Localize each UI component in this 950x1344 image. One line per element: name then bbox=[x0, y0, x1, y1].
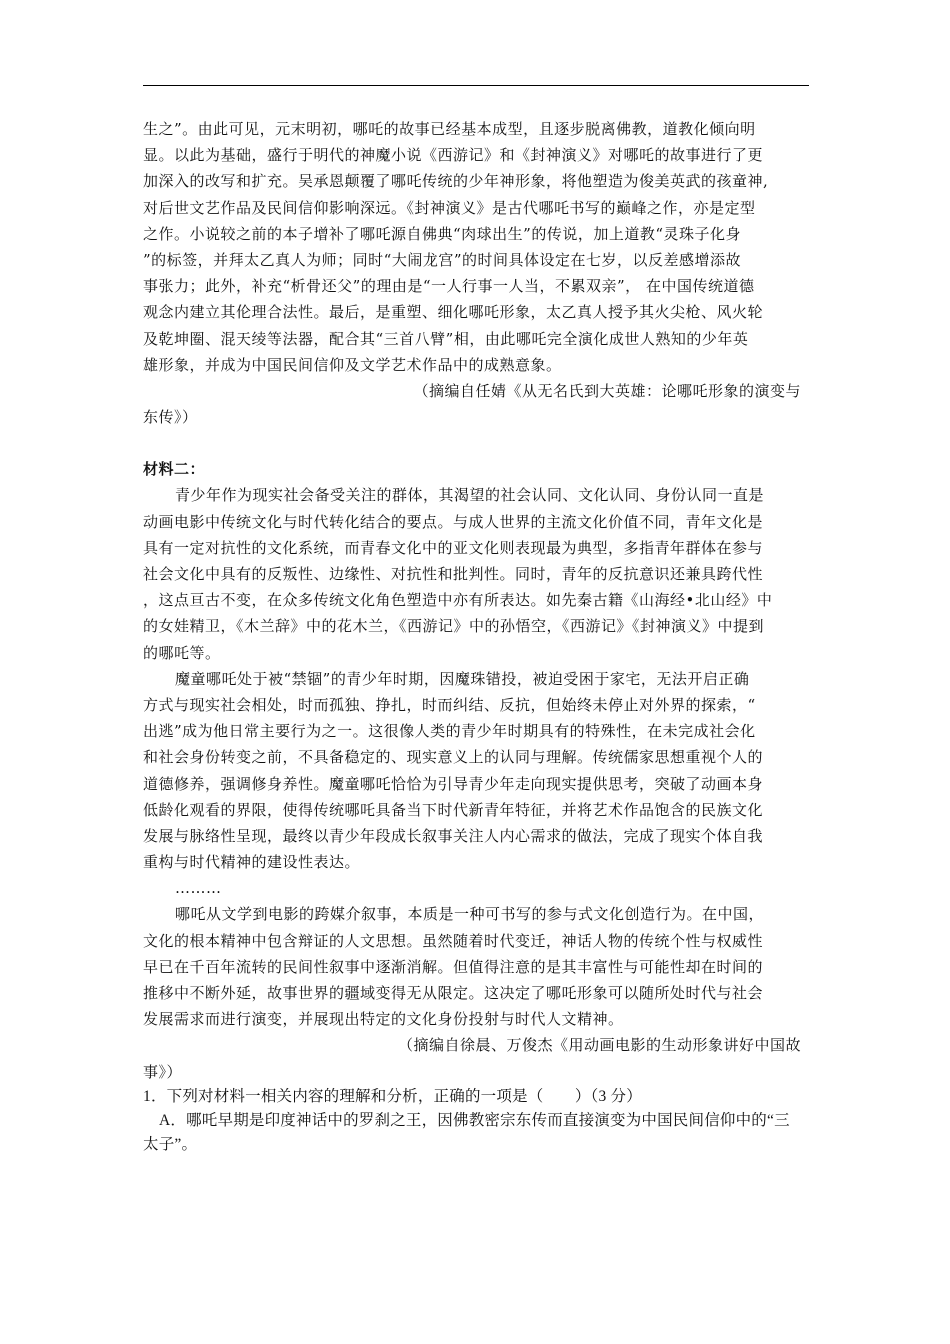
paragraph-line: 发展与脉络性呈现，最终以青少年段成长叙事关注人内心需求的做法，完成了现实个体自我 bbox=[143, 826, 764, 845]
paragraph-line: 观念内建立其伦理合法性。最后，是重塑、细化哪吒形象，太乙真人授予其火尖枪、风火轮 bbox=[143, 303, 764, 322]
paragraph-line: 动画电影中传统文化与时代转化结合的要点。与成人世界的主流文化价值不同，青年文化是 bbox=[143, 512, 764, 531]
material-two bbox=[143, 456, 811, 1085]
question-one bbox=[143, 1085, 811, 1157]
document-body bbox=[143, 116, 811, 1157]
paragraph-line: 之作。小说较之前的本子增补了哪吒源自佛典“肉球出生”的传说，加上道教“灵珠子化身 bbox=[143, 224, 742, 243]
ellipsis: ……… bbox=[175, 879, 222, 898]
header-rule bbox=[143, 85, 809, 86]
paragraph-line: 雄形象，并成为中国民间信仰及文学艺术作品中的成熟意象。 bbox=[143, 355, 562, 374]
option-a-continued: 太子”。 bbox=[143, 1135, 198, 1153]
paragraph-line: 对后世文艺作品及民间信仰影响深远。《封神演义》是古代哪吒书写的巅峰之作，亦是定型 bbox=[143, 198, 756, 217]
paragraph-line: 文化的根本精神中包含辩证的人文思想。虽然随着时代变迁，神话人物的传统个性与权威性 bbox=[143, 931, 764, 950]
paragraph-line: 方式与现实社会相处，时而孤独、挣扎，时而纠结、反抗，但始终未停止对外界的探索，“ bbox=[143, 695, 756, 714]
paragraph-line: 的女娃精卫，《木兰辞》中的花木兰，《西游记》中的孙悟空，《西游记》《封神演义》中提到 bbox=[143, 617, 765, 636]
paragraph-line: 道德修养，强调修身养性。魔童哪吒恰恰为引导青少年走向现实提供思考，突破了动画本身 bbox=[143, 774, 764, 793]
paragraph-line: 推移中不断外延，故事世界的疆域变得无从限定。这决定了哪吒形象可以随所处时代与社会 bbox=[143, 984, 764, 1002]
paragraph-line: 社会文化中具有的反叛性、边缘性、对抗性和批判性。同时，青年的反抗意识还兼具跨代性 bbox=[143, 565, 764, 583]
material-one-continuation bbox=[143, 116, 811, 430]
paragraph-line: 青少年作为现实社会备受关注的群体，其渴望的社会认同、文化认同、身份认同一直是 bbox=[175, 486, 765, 505]
paragraph-line: 事张力；此外，补充“析骨还父”的理由是“一人行事一人当，不累双亲”， 在中国传统道德 bbox=[143, 277, 755, 296]
section-heading: 材料二： bbox=[143, 460, 206, 479]
paragraph-line: 生之”。由此可见，元末明初，哪吒的故事已经基本成型，且逐步脱离佛教，道教化倾向明 bbox=[143, 120, 756, 138]
section-gap bbox=[143, 430, 811, 456]
paragraph-line: 魔童哪吒处于被“禁锢”的青少年时期，因魔珠错投，被迫受困于家宅，无法开启正确 bbox=[175, 669, 750, 688]
paragraph-line: ”的标签，并拜太乙真人为师；同时“大闹龙宫”的时间具体设定在七岁，以反差感增添故 bbox=[143, 250, 742, 269]
paragraph-line: 加深入的改写和扩充。吴承恩颠覆了哪吒传统的少年神形象，将他塑造为俊美英武的孩童神, bbox=[143, 172, 769, 191]
paragraph-line: 和社会身份转变之前，不具备稳定的、现实意义上的认同与理解。传统儒家思想重视个人的 bbox=[143, 748, 764, 767]
source-citation: （摘编自徐晨、万俊杰《用动画电影的生动形象讲好中国故 bbox=[397, 1036, 801, 1055]
source-citation-continued: 东传》） bbox=[143, 408, 198, 427]
source-citation: （摘编自任婧《从无名氏到大英雄：论哪吒形象的演变与 bbox=[413, 381, 801, 400]
question-stem: 1．下列对材料一相关内容的理解和分析，正确的一项是（ ）（3 分） bbox=[143, 1087, 642, 1105]
paragraph-line: 发展需求而进行演变，并展现出特定的文化身份投射与时代人文精神。 bbox=[143, 1010, 624, 1029]
paragraph-line: 出逃”成为他日常主要行为之一。这很像人类的青少年时期具有的特殊性，在未完成社会化 bbox=[143, 722, 756, 741]
paragraph-line: 低龄化观看的界限，使得传统哪吒具备当下时代新青年特征，并将艺术作品饱含的民族文化 bbox=[143, 800, 764, 819]
paragraph-line: 及乾坤圈、混天绫等法器，配合其“三首八臂”相，由此哪吒完全演化成世人熟知的少年英 bbox=[143, 329, 749, 348]
source-citation-continued: 事》） bbox=[143, 1062, 183, 1081]
paragraph-line: 的哪吒等。 bbox=[143, 643, 221, 662]
paragraph-line: 早已在千百年流转的民间性叙事中逐渐消解。但值得注意的是其丰富性与可能性却在时间的 bbox=[143, 957, 764, 976]
paragraph-line: ，这点亘古不变，在众多传统文化角色塑造中亦有所表达。如先秦古籍《山海经•北山经》中 bbox=[143, 591, 773, 610]
paragraph-line: 哪吒从文学到电影的跨媒介叙事，本质是一种可书写的参与式文化创造行为。在中国， bbox=[175, 905, 765, 924]
option-a: A．哪吒早期是印度神话中的罗刹之王，因佛教密宗东传而直接演变为中国民间信仰中的“三 bbox=[159, 1111, 790, 1129]
paragraph-line: 重构与时代精神的建设性表达。 bbox=[143, 853, 361, 872]
paragraph-line: 显。以此为基础，盛行于明代的神魔小说《西游记》和《封神演义》对哪吒的故事进行了更 bbox=[143, 146, 764, 165]
paragraph-line: 具有一定对抗性的文化系统，而青春文化中的亚文化则表现最为典型，多指青年群体在参与 bbox=[143, 538, 764, 557]
